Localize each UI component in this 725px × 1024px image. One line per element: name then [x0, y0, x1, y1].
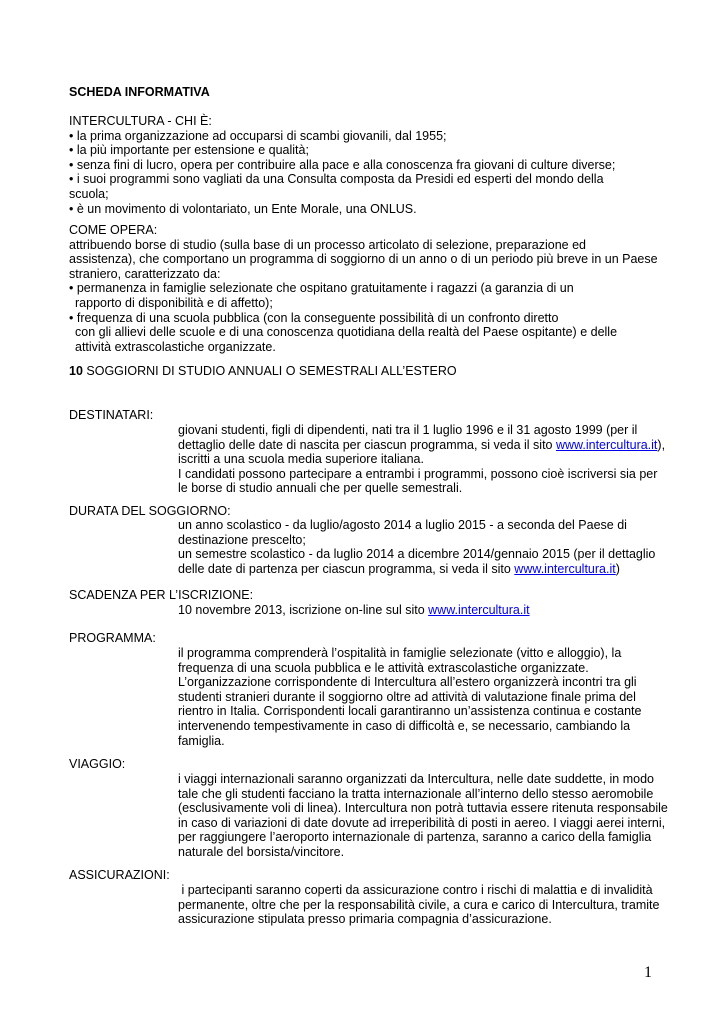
- intercultura-link[interactable]: www.intercultura.it: [514, 561, 616, 576]
- intercultura-link[interactable]: www.intercultura.it: [555, 437, 658, 452]
- section-heading: COME OPERA:: [69, 223, 158, 237]
- soggiorni-text: SOGGIORNI DI STUDIO ANNUALI O SEMESTRALI ALL’ESTERO: [82, 364, 457, 378]
- viaggio-label: VIAGGIO:: [69, 757, 126, 771]
- bullet-line: • la più importante per estensione e qualità;: [69, 143, 309, 158]
- bullet-line: • permanenza in famiglie selezionate che ospitano gratuitamente i ragazzi (a garanzia di un: [69, 281, 574, 296]
- programma-label: PROGRAMMA:: [69, 631, 156, 645]
- bullet-line: scuola;: [69, 186, 109, 201]
- durata-label: DURATA DEL SOGGIORNO:: [69, 504, 231, 518]
- section-come-opera: [69, 223, 658, 354]
- soggiorni-heading: [69, 364, 457, 379]
- soggiorni-count: 10: [69, 364, 83, 378]
- paragraph-line: assistenza), che comportano un programma di soggiorno di un anno o di un periodo più breve in un Paese: [69, 252, 658, 267]
- destinatari-text: giovani studenti, figli di dipendenti, nati tra il 1 luglio 1996 e il 31 agosto 1999 (per il dettaglio delle date di nascita per ciascun programma, si veda il sito www.intercultura.it), iscritti a una scuola media superiore italiana. I candidati possono partecipare a entrambi i programmi, possono cioè iscriversi sia per le borse di studio annuali che per quelle semestrali.: [178, 423, 666, 496]
- scadenza-text: 10 novembre 2013, iscrizione on-line sul sito www.intercultura.it: [178, 603, 530, 617]
- viaggio-text: i viaggi internazionali saranno organizzati da Intercultura, nelle date suddette, in modo tale che gli studenti facciano la tratta internazionale all’interno dello stesso aeromobile (esclusivamente voli di linea). Intercultura non potrà tuttavia essere ritenuta responsabile in caso di variazioni di date dovute ad irreperibilità di posti in aereo. I viaggi aerei interni, per raggiungere l’aeroporto internazionale di partenza, saranno a carico della famiglia naturale del borsista/vincitore.: [178, 772, 668, 859]
- intercultura-link[interactable]: www.intercultura.it: [428, 603, 530, 617]
- bullet-line: con gli allievi delle scuole e di una conoscenza quotidiana della realtà del Paese ospitante) e delle: [75, 325, 618, 340]
- bullet-line: attività extrascolastiche organizzate.: [75, 339, 276, 354]
- bullet-line: • è un movimento di volontariato, un Ente Morale, una ONLUS.: [69, 201, 417, 216]
- bullet-line: rapporto di disponibilità e di affetto);: [75, 295, 273, 310]
- paragraph-line: attribuendo borse di studio (sulla base di un processo articolato di selezione, preparazione ed: [69, 237, 586, 252]
- programma-text: il programma comprenderà l’ospitalità in famiglie selezionate (vitto e alloggio), la frequenza di una scuola pubblica e le attività extrascolastiche organizzate. L’organizzazione corrispondente di Intercultura all’estero organizzerà incontri tra gli studenti stranieri durante il soggiorno oltre ad attività di valutazione finale prima del rientro in Italia. Corrispondenti locali garantiranno un’assistenza continua e costante intervenendo tempestivamente in caso di difficoltà e, se necessario, cambiando la famiglia.: [178, 646, 642, 748]
- section-chi-e: [69, 114, 615, 216]
- bullet-line: • senza fini di lucro, opera per contribuire alla pace e alla conoscenza fra giovani di culture diverse;: [69, 157, 616, 172]
- assicurazioni-label: ASSICURAZIONI:: [69, 868, 170, 882]
- bullet-line: • frequenza di una scuola pubblica (con la conseguente possibilità di un confronto diretto: [69, 310, 559, 325]
- assicurazioni-text: i partecipanti saranno coperti da assicurazione contro i rischi di malattia e di invalidità permanente, oltre che per la responsabilità civile, a cura e carico di Intercultura, tramite assicurazione stipulata presso primaria compagnia d’assicurazione.: [178, 883, 660, 927]
- destinatari-label: DESTINATARI:: [69, 408, 154, 422]
- page-number: 1: [644, 964, 652, 981]
- bullet-line: • i suoi programmi sono vagliati da una Consulta composta da Presidi ed esperti del mondo della: [69, 172, 604, 187]
- durata-text: un anno scolastico - da luglio/agosto 2014 a luglio 2015 - a seconda del Paese di destinazione prescelto; un semestre scolastico - da luglio 2014 a dicembre 2014/gennaio 2015 (per il dettaglio delle date di partenza per ciascun programma, si veda il sito www.intercultura.it): [178, 518, 656, 576]
- scadenza-label: SCADENZA PER L’ISCRIZIONE:: [69, 588, 254, 602]
- paragraph-line: straniero, caratterizzato da:: [69, 266, 221, 281]
- bullet-line: • la prima organizzazione ad occuparsi di scambi giovanili, dal 1955;: [69, 128, 447, 143]
- document-title: SCHEDA INFORMATIVA: [69, 85, 210, 99]
- section-heading: INTERCULTURA - CHI È:: [69, 114, 212, 128]
